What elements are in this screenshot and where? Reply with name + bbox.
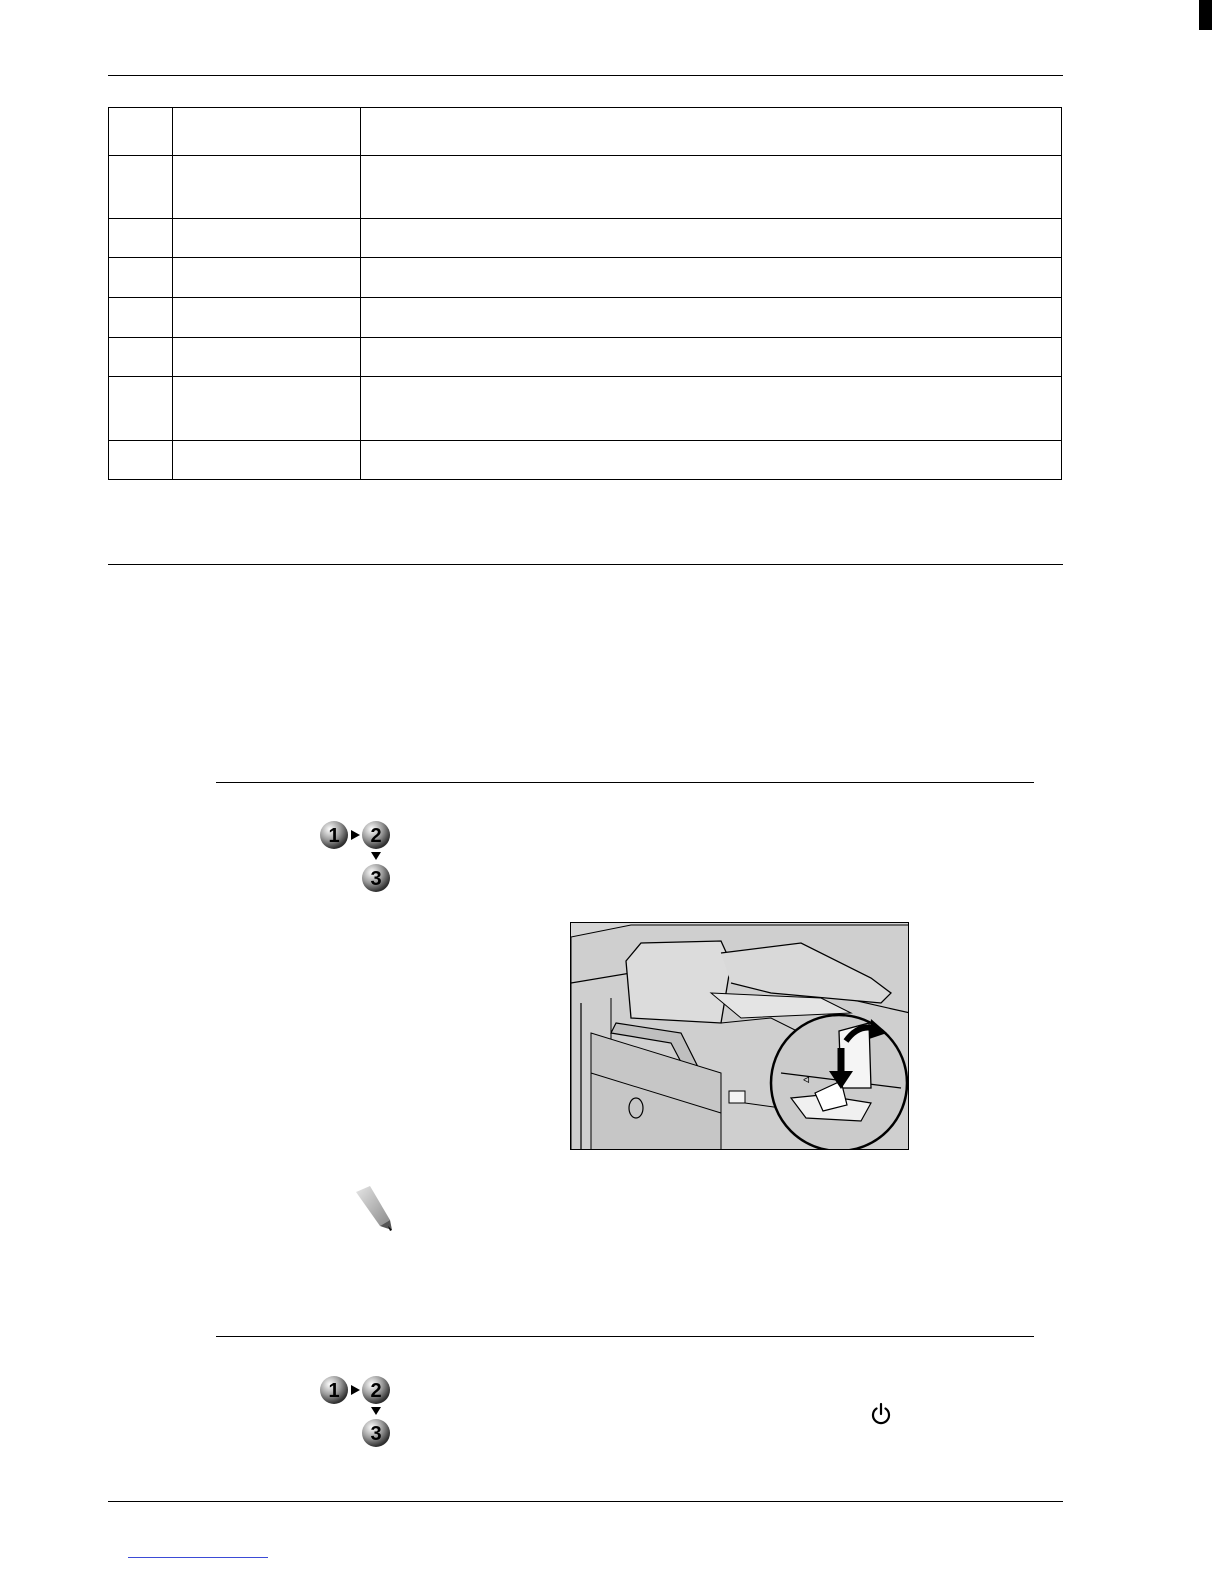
- subsection-rule: [216, 1336, 1034, 1337]
- row-item: [173, 377, 361, 441]
- table-row: [109, 219, 1062, 258]
- step-number: 2: [370, 825, 382, 847]
- row-description: [361, 258, 1062, 298]
- table-row: [109, 441, 1062, 480]
- row-description: [361, 338, 1062, 377]
- step-number: 3: [370, 1423, 382, 1445]
- power-switch-illustration: [571, 923, 909, 1150]
- chapter-tab: [1199, 0, 1212, 30]
- steps-icon: [318, 1373, 398, 1453]
- footer-link-underline[interactable]: [128, 1557, 268, 1558]
- row-description: [361, 156, 1062, 219]
- step-number: 1: [328, 1380, 340, 1402]
- row-number: [109, 338, 173, 377]
- steps-icon: [318, 818, 398, 898]
- components-table: [108, 107, 1062, 480]
- row-number: [109, 108, 173, 156]
- row-number: [109, 377, 173, 441]
- row-number: [109, 298, 173, 338]
- table-row: [109, 377, 1062, 441]
- row-item: [173, 298, 361, 338]
- step-number: 2: [370, 1380, 382, 1402]
- table-row: [109, 258, 1062, 298]
- section-rule: [108, 564, 1063, 565]
- subsection-rule: [216, 782, 1034, 783]
- row-description: [361, 219, 1062, 258]
- row-item: [173, 156, 361, 219]
- row-description: [361, 377, 1062, 441]
- row-item: [173, 441, 361, 480]
- table-row: [109, 108, 1062, 156]
- pencil-icon: [352, 1186, 396, 1232]
- table-row: [109, 156, 1062, 219]
- row-number: [109, 156, 173, 219]
- row-description: [361, 298, 1062, 338]
- machine-illustration: [570, 922, 909, 1150]
- table-row: [109, 298, 1062, 338]
- row-item: [173, 338, 361, 377]
- header-rule: [108, 75, 1063, 76]
- row-number: [109, 219, 173, 258]
- power-icon: [870, 1402, 892, 1426]
- step-number: 1: [328, 825, 340, 847]
- row-description: [361, 441, 1062, 480]
- row-number: [109, 441, 173, 480]
- table-row: [109, 338, 1062, 377]
- row-number: [109, 258, 173, 298]
- row-description: [361, 108, 1062, 156]
- svg-text:ᐊ: ᐊ: [803, 1075, 810, 1085]
- row-item: [173, 108, 361, 156]
- footer-rule: [108, 1501, 1063, 1502]
- step-number: 3: [370, 868, 382, 890]
- row-item: [173, 219, 361, 258]
- row-item: [173, 258, 361, 298]
